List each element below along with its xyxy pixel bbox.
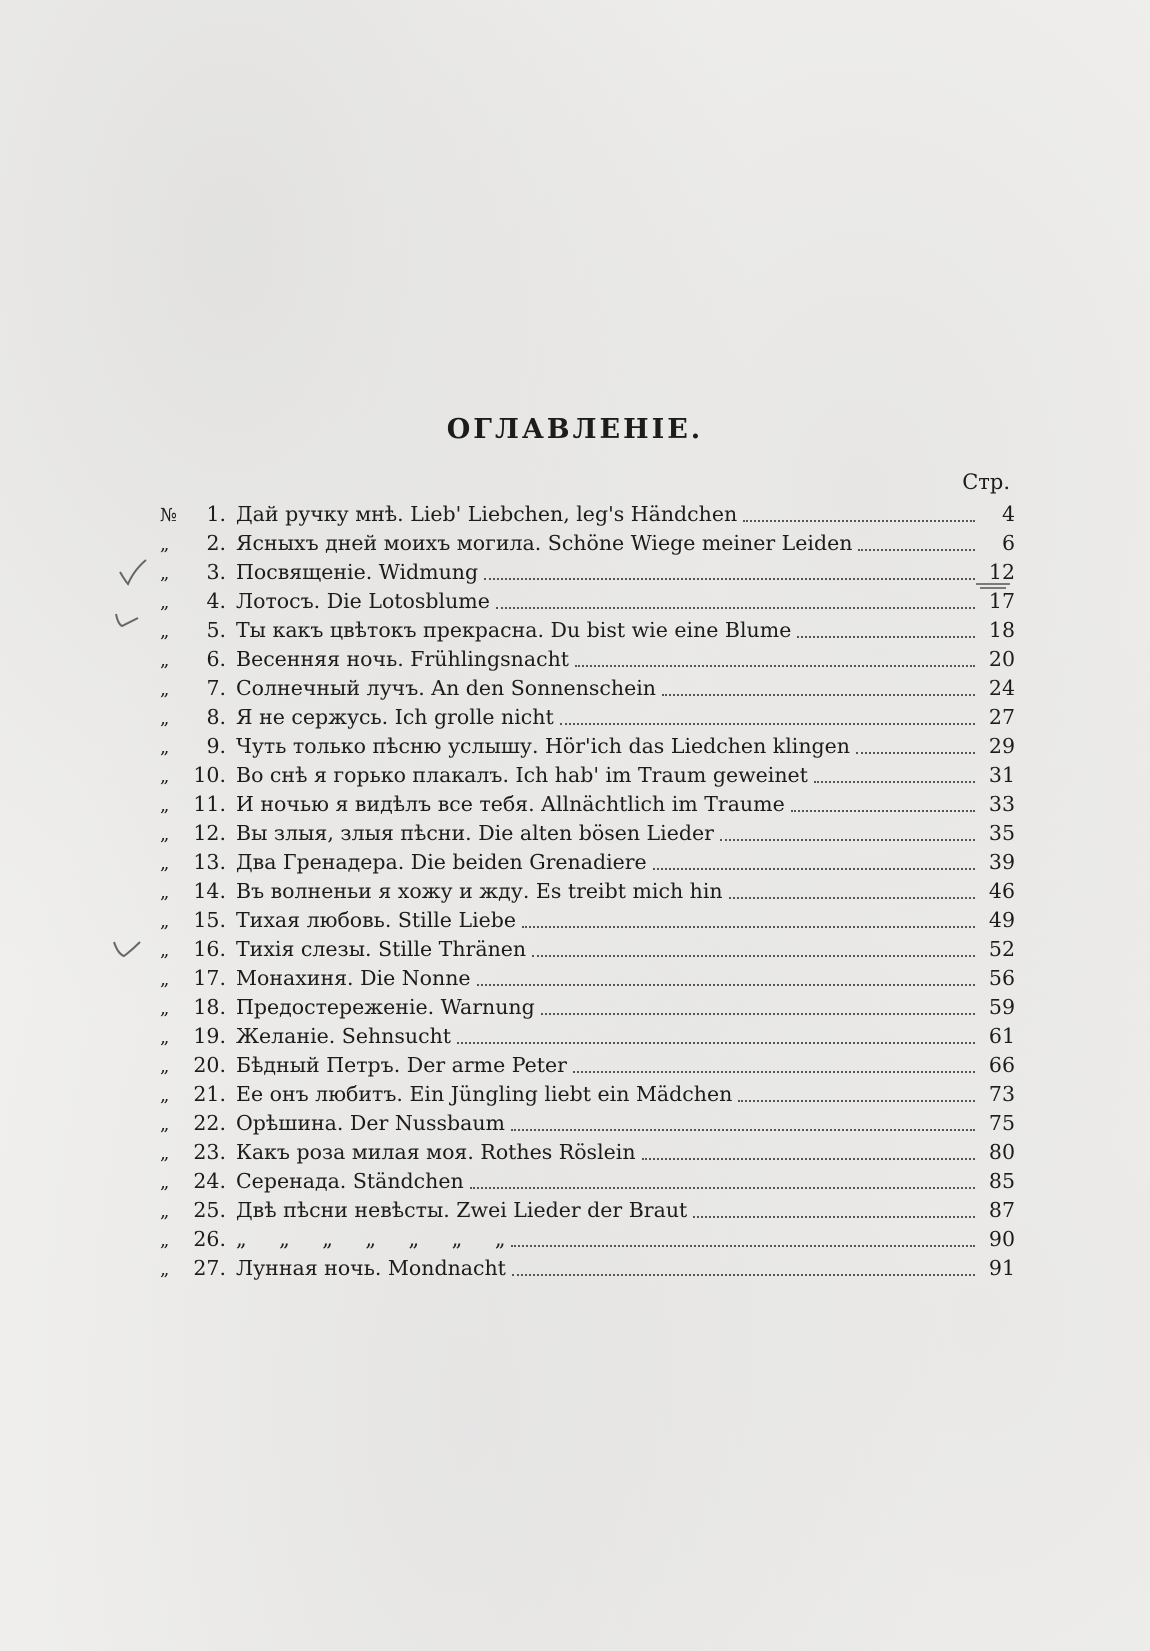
entry-page: 56: [988, 966, 1015, 990]
toc-entry[interactable]: [160, 790, 1015, 819]
entry-marker: „: [160, 1027, 170, 1048]
entry-marker: „: [160, 911, 170, 932]
dot-leader: [743, 505, 975, 521]
entry-marker: „: [160, 534, 170, 555]
entry-number: 6.: [206, 647, 226, 671]
entry-page: 6: [1001, 531, 1015, 555]
toc-entry[interactable]: [160, 732, 1015, 761]
entry-marker: „: [160, 1201, 170, 1222]
entry-number: 14.: [193, 879, 226, 903]
entry-number: 21.: [193, 1082, 226, 1106]
entry-page: 29: [988, 734, 1015, 758]
toc-entry[interactable]: [160, 1051, 1015, 1080]
entry-number: 26.: [193, 1227, 226, 1251]
entry-title: Серенада. Ständchen: [236, 1169, 464, 1193]
entry-marker: „: [160, 679, 170, 700]
entry-number: 18.: [193, 995, 226, 1019]
pencil-checkmark-icon: [112, 934, 142, 962]
entry-number: 25.: [193, 1198, 226, 1222]
entry-marker: „: [160, 882, 170, 903]
dot-leader: [457, 1027, 975, 1043]
entry-number: 27.: [193, 1256, 226, 1280]
toc-entry[interactable]: [160, 500, 1015, 529]
dot-leader: [797, 621, 975, 637]
dot-leader: [814, 766, 975, 782]
entry-page: 35: [988, 821, 1015, 845]
entry-marker: „: [160, 1230, 170, 1251]
entry-page: 87: [988, 1198, 1015, 1222]
toc-entry[interactable]: [160, 1196, 1015, 1225]
toc-entry[interactable]: [160, 558, 1015, 587]
dot-leader: [484, 563, 975, 579]
entry-title: Какъ роза милая моя. Rothes Röslein: [236, 1140, 636, 1164]
entry-page: 59: [988, 995, 1015, 1019]
entry-marker: „: [160, 1056, 170, 1077]
entry-title: Весенняя ночь. Frühlingsnacht: [236, 647, 570, 671]
entry-marker: „: [160, 1259, 170, 1280]
entry-number: 12.: [193, 821, 226, 845]
entry-number: 2.: [206, 531, 226, 555]
dot-leader: [642, 1143, 975, 1159]
entry-number: 5.: [206, 618, 226, 642]
entry-marker: „: [160, 1172, 170, 1193]
dot-leader: [738, 1085, 975, 1101]
dot-leader: [791, 795, 975, 811]
entry-title: Дай ручку мнѣ. Lieb' Liebchen, leg's Händchen: [236, 502, 738, 526]
entry-marker: „: [160, 592, 170, 613]
entry-title: Два Гренадера. Die beiden Grenadiere: [236, 850, 647, 874]
toc-entry[interactable]: [160, 703, 1015, 732]
entry-title: Монахиня. Die Nonne: [236, 966, 471, 990]
toc-entry[interactable]: [160, 906, 1015, 935]
entry-title: Тихая любовь. Stille Liebe: [236, 908, 517, 932]
entry-page: 12: [988, 560, 1015, 584]
toc-entry[interactable]: [160, 993, 1015, 1022]
toc-entry[interactable]: [160, 529, 1015, 558]
entry-title: Ее онъ любитъ. Ein Jüngling liebt ein Mädchen: [236, 1082, 733, 1106]
toc-entry[interactable]: [160, 674, 1015, 703]
entry-marker: №: [160, 505, 178, 526]
page-column-heading: Стр.: [962, 470, 1010, 494]
toc-entry[interactable]: [160, 645, 1015, 674]
entry-number: 22.: [193, 1111, 226, 1135]
entry-number: 9.: [206, 734, 226, 758]
entry-number: 20.: [193, 1053, 226, 1077]
entry-title: Лунная ночь. Mondnacht: [236, 1256, 506, 1280]
entry-title: Тихія слезы. Stille Thränen: [236, 937, 527, 961]
toc-entry[interactable]: [160, 877, 1015, 906]
entry-title: И ночью я видѣлъ все тебя. Allnächtlich im Traume: [236, 792, 785, 816]
page-title: ОГЛАВЛЕНІЕ.: [446, 414, 704, 445]
entry-page: 90: [988, 1227, 1015, 1251]
entry-page: 46: [988, 879, 1015, 903]
entry-number: 24.: [193, 1169, 226, 1193]
entry-marker: „: [160, 853, 170, 874]
dot-leader: [470, 1172, 975, 1188]
toc-entry[interactable]: [160, 819, 1015, 848]
toc-entry[interactable]: [160, 587, 1015, 616]
entry-title: Предостереженіе. Warnung: [236, 995, 535, 1019]
entry-page: 80: [988, 1140, 1015, 1164]
entry-marker: „: [160, 563, 170, 584]
entry-number: 11.: [193, 792, 226, 816]
entry-number: 3.: [206, 560, 226, 584]
entry-page: 73: [988, 1082, 1015, 1106]
entry-page: 27: [988, 705, 1015, 729]
entry-title: Я не сержусь. Ich grolle nicht: [236, 705, 554, 729]
entry-title: Ты какъ цвѣтокъ прекрасна. Du bist wie eine Blume: [236, 618, 792, 642]
entry-page: 24: [988, 676, 1015, 700]
entry-number: 16.: [193, 937, 226, 961]
entry-page: 4: [1001, 502, 1015, 526]
dot-leader: [575, 650, 975, 666]
entry-page: 18: [988, 618, 1015, 642]
entry-number: 19.: [193, 1024, 226, 1048]
dot-leader: [693, 1201, 975, 1217]
entry-number: 8.: [206, 705, 226, 729]
entry-title: Во снѣ я горько плакалъ. Ich hab' im Traum geweinet: [236, 763, 808, 787]
entry-title: Лотосъ. Die Lotosblume: [236, 589, 490, 613]
entry-page: 66: [988, 1053, 1015, 1077]
dot-leader: [496, 592, 975, 608]
dot-leader: [856, 737, 975, 753]
entry-page: 20: [988, 647, 1015, 671]
dot-leader: [858, 534, 975, 550]
toc-entry[interactable]: [160, 964, 1015, 993]
toc-entry[interactable]: [160, 616, 1015, 645]
dot-leader: [512, 1259, 975, 1275]
entry-marker: „: [160, 766, 170, 787]
entry-marker: „: [160, 824, 170, 845]
entry-marker: „: [160, 737, 170, 758]
pencil-checkmark-icon: [118, 558, 148, 586]
entry-marker: „: [160, 621, 170, 642]
entry-number: 4.: [206, 589, 226, 613]
toc-entry[interactable]: [160, 1109, 1015, 1138]
entry-number: 10.: [193, 763, 226, 787]
toc-entry[interactable]: [160, 848, 1015, 877]
pencil-checkmark-icon: [112, 604, 142, 632]
entry-page: 52: [988, 937, 1015, 961]
entry-page: 49: [988, 908, 1015, 932]
entry-page: 85: [988, 1169, 1015, 1193]
dot-leader: [662, 679, 975, 695]
entry-title: Посвященіе. Widmung: [236, 560, 479, 584]
dot-leader: [653, 853, 975, 869]
toc-entry[interactable]: [160, 935, 1015, 964]
entry-marker: „: [160, 795, 170, 816]
entry-marker: „: [160, 998, 170, 1019]
dot-leader: [541, 998, 975, 1014]
dot-leader: [532, 940, 975, 956]
entry-page: 39: [988, 850, 1015, 874]
entry-page: 75: [988, 1111, 1015, 1135]
entry-page: 31: [988, 763, 1015, 787]
entry-number: 17.: [193, 966, 226, 990]
entry-marker: „: [160, 969, 170, 990]
dot-leader: [522, 911, 975, 927]
entry-number: 1.: [206, 502, 226, 526]
entry-title: Двѣ пѣсни невѣсты. Zwei Lieder der Braut: [236, 1198, 688, 1222]
entry-number: 7.: [206, 676, 226, 700]
entry-marker: „: [160, 708, 170, 729]
dot-leader: [511, 1230, 975, 1246]
entry-marker: „: [160, 1114, 170, 1135]
entry-page: 61: [988, 1024, 1015, 1048]
toc-entry[interactable]: [160, 1022, 1015, 1051]
entry-page: 33: [988, 792, 1015, 816]
toc-entry[interactable]: [160, 1138, 1015, 1167]
dot-leader: [573, 1056, 975, 1072]
table-of-contents: [160, 500, 1015, 1283]
entry-page: 91: [988, 1256, 1015, 1280]
entry-marker: „: [160, 1085, 170, 1106]
toc-entry[interactable]: [160, 1254, 1015, 1283]
toc-entry[interactable]: [160, 1080, 1015, 1109]
entry-title: „ „ „ „ „ „ „: [236, 1227, 506, 1251]
entry-title: Орѣшина. Der Nussbaum: [236, 1111, 505, 1135]
entry-number: 13.: [193, 850, 226, 874]
toc-entry[interactable]: [160, 761, 1015, 790]
entry-title: Вы злыя, злыя пѣсни. Die alten bösen Lieder: [236, 821, 714, 845]
entry-title: Бѣдный Петръ. Der arme Peter: [236, 1053, 567, 1077]
entry-marker: „: [160, 940, 170, 961]
dot-leader: [511, 1114, 975, 1130]
toc-entry[interactable]: [160, 1225, 1015, 1254]
toc-entry[interactable]: [160, 1167, 1015, 1196]
entry-number: 15.: [193, 908, 226, 932]
dot-leader: [720, 824, 975, 840]
dot-leader: [729, 882, 975, 898]
entry-title: Желаніе. Sehnsucht: [236, 1024, 452, 1048]
entry-title: Въ волненьи я хожу и жду. Es treibt mich hin: [236, 879, 723, 903]
entry-page: 17: [988, 589, 1015, 613]
entry-title: Солнечный лучъ. An den Sonnenschein: [236, 676, 656, 700]
entry-marker: „: [160, 1143, 170, 1164]
dot-leader: [477, 969, 975, 985]
entry-number: 23.: [193, 1140, 226, 1164]
entry-marker: „: [160, 650, 170, 671]
dot-leader: [560, 708, 975, 724]
entry-title: Чуть только пѣсню услышу. Hör'ich das Liedchen klingen: [236, 734, 850, 758]
entry-title: Ясныхъ дней моихъ могила. Schöne Wiege meiner Leiden: [236, 531, 853, 555]
